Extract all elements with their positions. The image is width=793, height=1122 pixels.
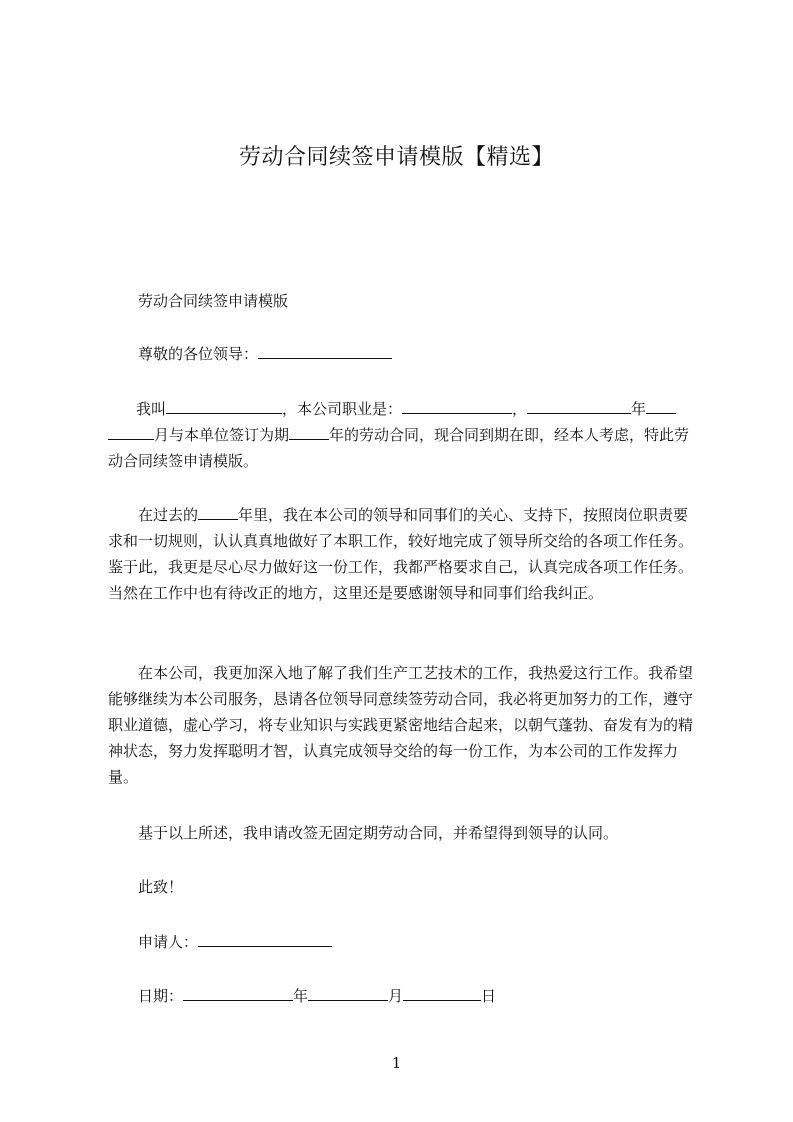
salutation-line	[108, 341, 700, 367]
salutation: 尊敬的各位领导：	[138, 345, 259, 363]
date-month-blank	[308, 986, 388, 1001]
years-blank	[198, 505, 238, 520]
paragraph-1	[108, 396, 700, 474]
date-label: 日期：	[138, 987, 184, 1005]
term-blank	[289, 425, 329, 440]
month-blank-b	[108, 425, 154, 440]
date-day: 日	[481, 987, 497, 1005]
paragraph-4: 基于以上所述，我申请改签无固定期劳动合同，并希望得到领导的认同。	[138, 824, 619, 842]
date-day-blank	[403, 986, 481, 1001]
year-blank	[527, 399, 631, 414]
paragraph-3: 在本公司，我更加深入地了解了我们生产工艺技术的工作，我热爱这行工作。我希望能够继续为本公司服务，恳请各位领导同意续签劳动合同，我必将更加努力的工作，遵守职业道德，虚心学习，将专业知识与实践更紧密地结合起来，以朝气蓬勃、奋发有为的精神状态，努力发挥聪明才智，认真完成领导交给的每一份工作，为本公司的工作发挥力量。	[108, 664, 694, 786]
para2-text-2: 年里，我在本公司的领导和同事们的关心、支持下，按照岗位职责要求和一切规则，认认真真地做好了本职工作，较好地完成了领导所交给的各项工作任务。鉴于此，我更是尽心尽力做好这一份工作，我都严格要求自己，认真完成各项工作任务。当然在工作中也有待改正的地方，这里还是要感谢领导和同事们给我纠正。	[108, 506, 694, 602]
para1-text-4: 年	[631, 400, 647, 418]
paragraph-2	[108, 502, 700, 606]
subtitle: 劳动合同续签申请模版	[138, 292, 289, 310]
applicant-line	[108, 929, 700, 955]
document-title: 劳动合同续签申请模版【精选】	[238, 145, 554, 170]
date-line	[108, 983, 700, 1009]
para1-text-5: 月与本单位签订为期	[154, 426, 290, 444]
salutation-blank	[258, 344, 392, 359]
para1-text-2: ，本公司职业是：	[282, 400, 403, 418]
para1-text-1: 我叫	[136, 400, 167, 418]
month-blank-a	[646, 399, 676, 414]
closing: 此致！	[138, 878, 184, 896]
para1-text-6: 年的劳动合同，现合同到期在即，经本人考虑，特此劳动合同续签申请模版。	[108, 426, 690, 470]
occupation-blank	[402, 399, 512, 414]
date-month: 月	[388, 987, 404, 1005]
date-year-blank	[183, 986, 293, 1001]
applicant-blank	[198, 932, 332, 947]
name-blank	[166, 399, 282, 414]
para2-text-1: 在过去的	[138, 506, 199, 524]
page-number: 1	[391, 1054, 402, 1072]
para1-text-3: ，	[512, 400, 528, 418]
date-year: 年	[293, 987, 309, 1005]
applicant-label: 申请人：	[138, 933, 199, 951]
